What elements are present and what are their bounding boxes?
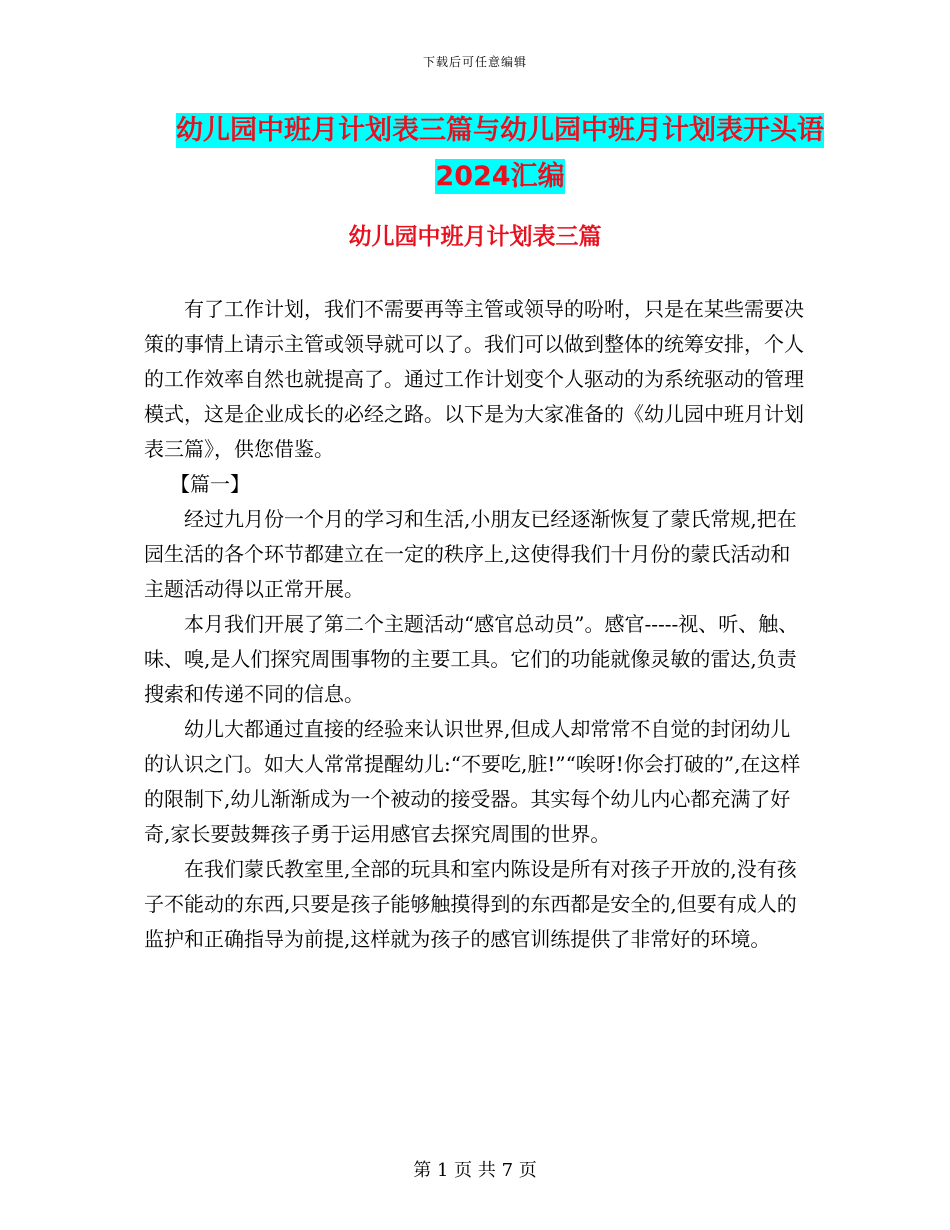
section-title: 幼儿园中班月计划表三篇	[348, 224, 602, 250]
document-title	[150, 108, 850, 200]
paragraph: 在我们蒙氏教室里,全部的玩具和室内陈设是所有对孩子开放的,没有孩子不能动的东西,只要是孩子能够触摸得到的东西都是安全的,但要有成人的监护和正确指导为前提,这样就为孩子的感官训练提供了非常好的环境。	[144, 857, 797, 951]
header-note: 下载后可任意编辑	[422, 55, 527, 69]
document-title-text: 幼儿园中班月计划表三篇与幼儿园中班月计划表开头语2024汇编	[176, 115, 824, 192]
paragraph: 经过九月份一个月的学习和生活,小朋友已经逐渐恢复了蒙氏常规,把在园生活的各个环节都建立在一定的秩序上,这使得我们十月份的蒙氏活动和主题活动得以正常开展。	[144, 507, 797, 601]
section-heading: 【篇一】	[170, 472, 250, 496]
paragraph: 本月我们开展了第二个主题活动“感官总动员”。感官-----视、听、触、味、嗅,是人们探究周围事物的主要工具。它们的功能就像灵敏的雷达,负责搜索和传递不同的信息。	[144, 612, 799, 706]
paragraph: 幼儿大都通过直接的经验来认识世界,但成人却常常不自觉的封闭幼儿的认识之门。如大人常常提醒幼儿:“不要吃,脏!”“唉呀!你会打破的”,在这样的限制下,幼儿渐渐成为一个被动的接受器。其实每个幼儿内心都充满了好奇,家长要鼓舞孩子勇于运用感官去探究周围的世界。	[144, 717, 801, 846]
paragraph-intro: 有了工作计划，我们不需要再等主管或领导的吩咐，只是在某些需要决策的事情上请示主管或领导就可以了。我们可以做到整体的统筹安排，个人的工作效率自然也就提高了。通过工作计划变个人驱动的为系统驱动的管理模式，这是企业成长的必经之路。以下是为大家准备的《幼儿园中班月计划表三篇》，供您借鉴。	[144, 297, 804, 461]
page-footer: 第 1 页 共 7 页	[413, 1160, 537, 1181]
document-body	[144, 292, 804, 957]
